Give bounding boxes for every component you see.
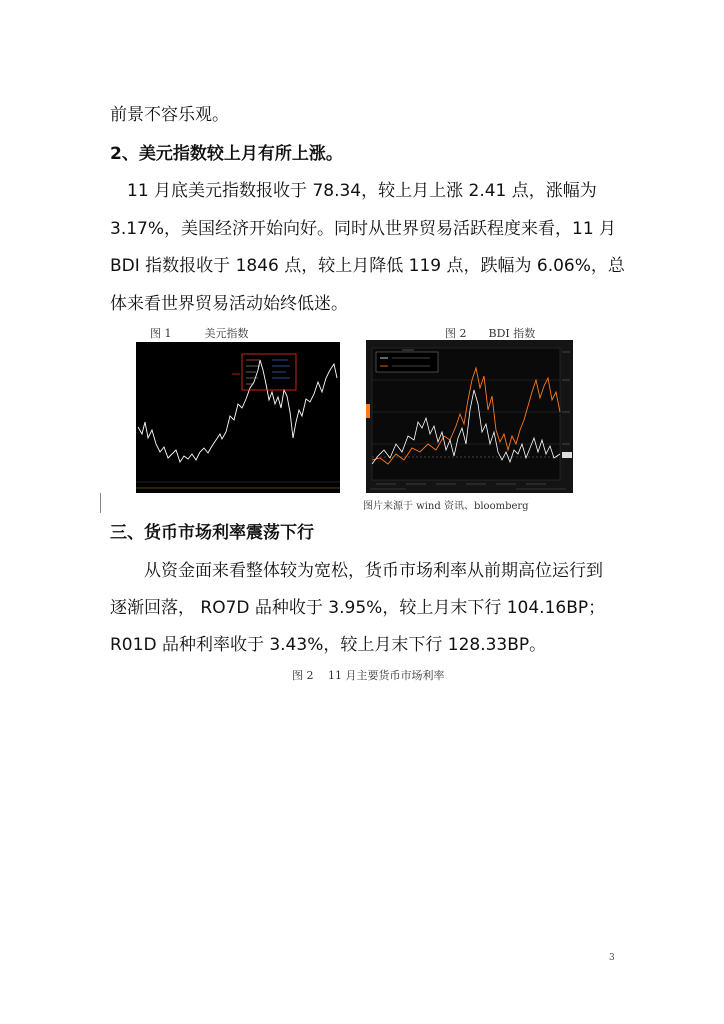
figure2-caption: 图 2 BDI 指数 bbox=[445, 327, 536, 340]
paragraph2-line2: 逐渐回落， RO7D 品种收于 3.95%，较上月末下行 104.16BP； bbox=[110, 598, 606, 618]
paragraph1-line4: 体来看世界贸易活动始终低迷。 bbox=[110, 294, 348, 314]
figure1-caption: 图 1 美元指数 bbox=[150, 327, 249, 340]
paragraph1-line2: 3.17%，美国经济开始向好。同时从世界贸易活跃程度来看，11 月 bbox=[110, 219, 617, 239]
paragraph2-line1: 从资金面来看整体较为宽松，货币市场利率从前期高位运行到 bbox=[110, 561, 603, 581]
dollar-index-chart-image bbox=[136, 342, 340, 493]
bdi-index-chart-image bbox=[366, 340, 573, 493]
figure3-caption: 图 2 11 月主要货币市场利率 bbox=[292, 669, 445, 682]
paragraph1-line3: BDI 指数报收于 1846 点，较上月降低 119 点，跌幅为 6.06%，总 bbox=[110, 256, 625, 276]
section2-heading: 2、美元指数较上月有所上涨。 bbox=[110, 144, 343, 164]
paragraph2-line3: R01D 品种利率收于 3.43%，较上月末下行 128.33BP。 bbox=[110, 635, 547, 655]
section3-heading: 三、货币市场利率震荡下行 bbox=[110, 523, 314, 543]
page-number: 3 bbox=[609, 953, 615, 963]
margin-mark bbox=[100, 493, 101, 513]
figure-source-caption: 图片来源于 wind 资讯、bloomberg bbox=[363, 501, 529, 512]
text-line-prev: 前景不容乐观。 bbox=[110, 105, 229, 125]
paragraph1-line1: 11 月底美元指数报收于 78.34，较上月上涨 2.41 点，涨幅为 bbox=[110, 181, 597, 201]
